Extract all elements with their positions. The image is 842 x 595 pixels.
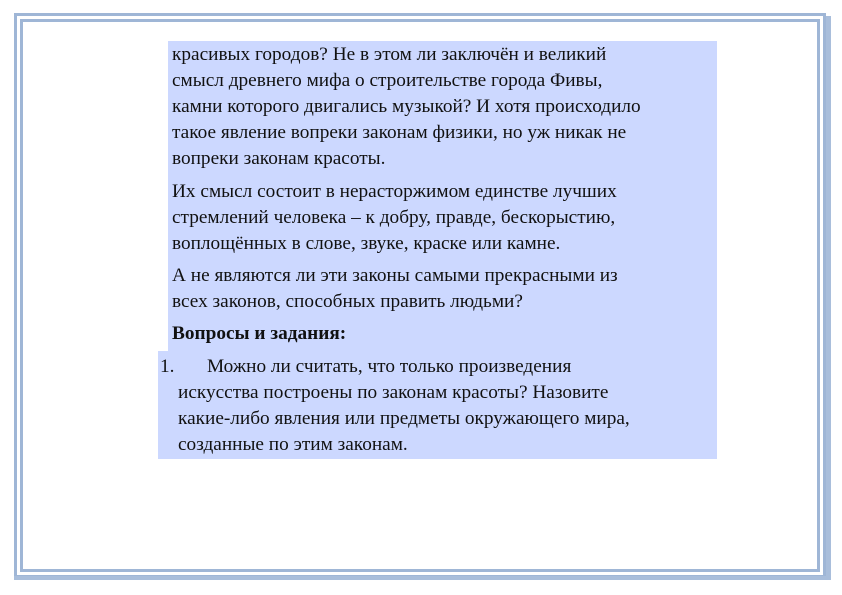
text-block <box>158 41 717 459</box>
paragraph-2-line-2: стремлений человека – к добру, правде, бескорыстию, <box>172 207 616 228</box>
paragraph-1-line-5: вопреки законам красоты. <box>172 148 386 169</box>
paragraph-1-line-2: смысл древнего мифа о строительстве города Фивы, <box>172 70 603 91</box>
question-1-line-2: искусства построены по законам красоты? Назовите <box>178 382 609 403</box>
question-1-line-1: Можно ли считать, что только произведения <box>207 356 572 377</box>
paragraph-1-line-3: камни которого двигались музыкой? И хотя происходило <box>172 96 641 117</box>
question-1-line-3: какие-либо явления или предметы окружающего мира, <box>178 408 630 429</box>
paragraph-3-line-1: А не являются ли эти законы самыми прекрасными из <box>172 265 618 286</box>
question-1-line-4: созданные по этим законам. <box>178 434 408 455</box>
paragraph-2-line-3: воплощённых в слове, звуке, краске или камне. <box>172 233 561 254</box>
slide-frame-shadow-bottom <box>14 576 831 580</box>
paragraph-1-line-1: красивых городов? Не в этом ли заключён и великий <box>172 44 607 65</box>
section-heading: Вопросы и задания: <box>172 323 347 344</box>
paragraph-3-line-2: всех законов, способных править людьми? <box>172 291 523 312</box>
slide-frame-shadow-right <box>826 16 831 580</box>
paragraph-1-line-4: такое явление вопреки законам физики, но уж никак не <box>172 122 627 143</box>
question-1-number: 1. <box>160 356 175 377</box>
paragraph-2-line-1: Их смысл состоит в нерасторжимом единстве лучших <box>172 181 617 202</box>
